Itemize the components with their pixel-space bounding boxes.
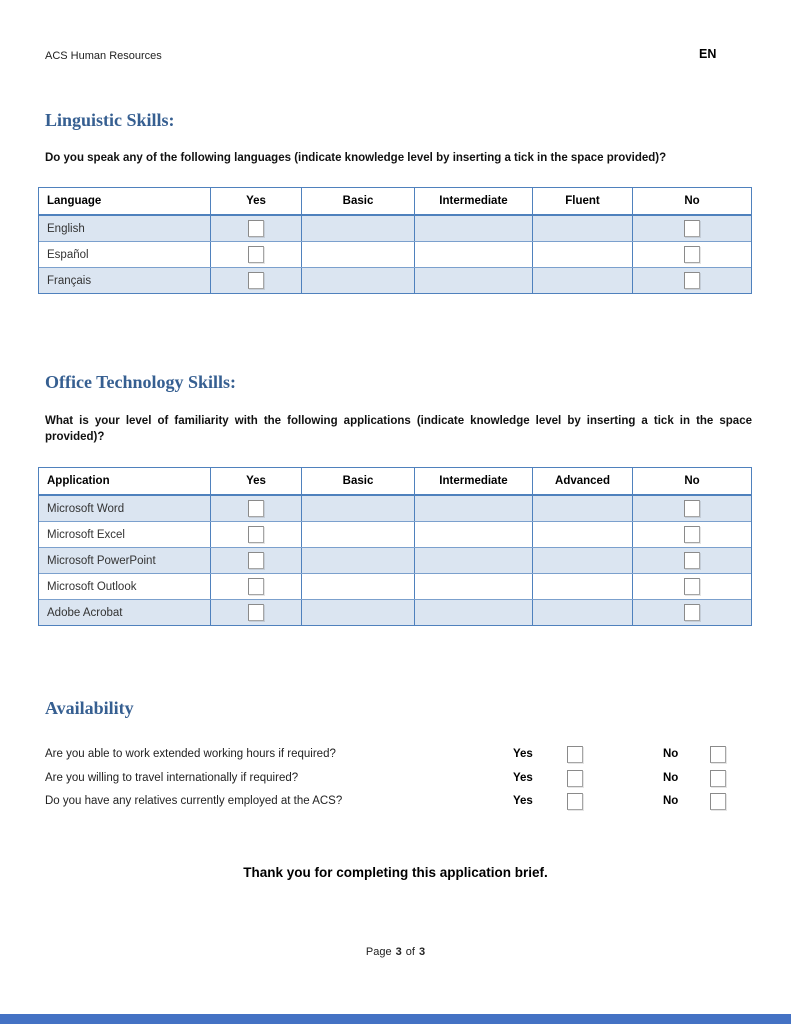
column-header-no: No [684, 475, 700, 487]
page-number-footer [0, 946, 791, 958]
cell-adobe-acrobat-intermediate [415, 600, 533, 625]
applications-table [38, 467, 752, 626]
availability-questions [45, 744, 752, 815]
cell-microsoft-excel-advanced [533, 522, 633, 547]
cell-fran-ais-no [633, 268, 751, 293]
checkbox-microsoft-excel-no[interactable] [684, 526, 700, 543]
availability-row-1 [45, 744, 752, 768]
cell-english-yes [211, 216, 302, 241]
table-row-english [39, 216, 751, 241]
doc-header-title: ACS Human Resources [45, 50, 162, 62]
checkbox-espa-ol-no[interactable] [684, 246, 700, 263]
page-number-current: 3 [395, 946, 402, 958]
checkbox-microsoft-word-no[interactable] [684, 500, 700, 517]
cell-english-basic [302, 216, 415, 241]
checkbox-english-no[interactable] [684, 220, 700, 237]
cell-microsoft-word-basic [302, 496, 415, 521]
cell-microsoft-powerpoint-intermediate [415, 548, 533, 573]
table-header-row [39, 468, 751, 496]
cell-espa-ol-no [633, 242, 751, 267]
availability-row-2 [45, 768, 752, 792]
page-number-prefix: Page [365, 946, 392, 958]
cell-fran-ais-fluent [533, 268, 633, 293]
cell-microsoft-word-yes [211, 496, 302, 521]
yes-label: Yes [513, 795, 533, 807]
table-row-adobe-acrobat [39, 599, 751, 625]
checkbox-microsoft-powerpoint-no[interactable] [684, 552, 700, 569]
cell-espa-ol-yes [211, 242, 302, 267]
row-label-microsoft-powerpoint: Microsoft PowerPoint [39, 548, 211, 573]
table-row-espa-ol [39, 241, 751, 267]
checkbox-availability-2-yes[interactable] [567, 770, 583, 787]
cell-adobe-acrobat-advanced [533, 600, 633, 625]
availability-row-3 [45, 791, 752, 815]
checkbox-microsoft-word-yes[interactable] [248, 500, 264, 517]
column-header-basic: Basic [302, 468, 415, 494]
column-header-no: No [684, 195, 700, 207]
yes-label: Yes [513, 748, 533, 760]
cell-microsoft-word-no [633, 496, 751, 521]
row-label-fran-ais: Français [39, 268, 211, 293]
cell-english-fluent [533, 216, 633, 241]
row-label-english: English [39, 216, 211, 241]
checkbox-availability-3-yes[interactable] [567, 793, 583, 810]
availability-question-3: Do you have any relatives currently employed at the ACS? [45, 795, 343, 807]
cell-microsoft-powerpoint-basic [302, 548, 415, 573]
row-label-espa-ol: Español [39, 242, 211, 267]
cell-english-no [633, 216, 751, 241]
footer-accent-bar [0, 1014, 791, 1024]
office-technology-skills-question: What is your level of familiarity with the following applications (indicate knowledge level by inserting a tick in the space provided)? [45, 415, 752, 443]
cell-microsoft-excel-intermediate [415, 522, 533, 547]
cell-microsoft-excel-no [633, 522, 751, 547]
linguistic-skills-question: Do you speak any of the following languages (indicate knowledge level by inserting a tick in the space provided)? [45, 152, 667, 164]
column-header-intermediate: Intermediate [415, 188, 533, 214]
checkbox-microsoft-outlook-yes[interactable] [248, 578, 264, 595]
row-label-adobe-acrobat: Adobe Acrobat [39, 600, 211, 625]
checkbox-fran-ais-no[interactable] [684, 272, 700, 289]
office-technology-skills-heading: Office Technology Skills: [45, 372, 237, 392]
cell-microsoft-word-intermediate [415, 496, 533, 521]
cell-microsoft-outlook-intermediate [415, 574, 533, 599]
column-header-yes: Yes [211, 188, 302, 214]
availability-question-1: Are you able to work extended working hours if required? [45, 748, 336, 760]
table-row-microsoft-word [39, 496, 751, 521]
checkbox-microsoft-powerpoint-yes[interactable] [248, 552, 264, 569]
language-indicator: EN [699, 47, 717, 61]
no-label: No [663, 771, 679, 784]
cell-microsoft-excel-basic [302, 522, 415, 547]
cell-fran-ais-yes [211, 268, 302, 293]
cell-microsoft-outlook-advanced [533, 574, 633, 599]
no-label: No [663, 748, 679, 760]
column-header-language: Language [39, 188, 211, 214]
table-row-microsoft-excel [39, 521, 751, 547]
checkbox-adobe-acrobat-no[interactable] [684, 604, 700, 621]
checkbox-microsoft-outlook-no[interactable] [684, 578, 700, 595]
checkbox-availability-3-no[interactable] [710, 793, 726, 810]
cell-fran-ais-intermediate [415, 268, 533, 293]
languages-table [38, 187, 752, 294]
column-header-advanced: Advanced [533, 468, 633, 494]
page-number-total: 3 [418, 946, 426, 958]
row-label-microsoft-outlook: Microsoft Outlook [39, 574, 211, 599]
checkbox-availability-1-yes[interactable] [567, 746, 583, 763]
cell-microsoft-excel-yes [211, 522, 302, 547]
cell-espa-ol-basic [302, 242, 415, 267]
checkbox-availability-1-no[interactable] [710, 746, 726, 763]
cell-adobe-acrobat-yes [211, 600, 302, 625]
cell-microsoft-word-advanced [533, 496, 633, 521]
cell-espa-ol-intermediate [415, 242, 533, 267]
page-number-of: of [405, 946, 415, 958]
checkbox-availability-2-no[interactable] [710, 770, 726, 787]
cell-adobe-acrobat-basic [302, 600, 415, 625]
no-label: No [663, 795, 679, 807]
cell-espa-ol-fluent [533, 242, 633, 267]
checkbox-fran-ais-yes[interactable] [248, 272, 264, 289]
column-header-basic: Basic [302, 188, 415, 214]
column-header-intermediate: Intermediate [415, 468, 533, 494]
table-header-row [39, 188, 751, 216]
cell-microsoft-outlook-yes [211, 574, 302, 599]
cell-microsoft-powerpoint-no [633, 548, 751, 573]
cell-microsoft-powerpoint-yes [211, 548, 302, 573]
row-label-microsoft-word: Microsoft Word [39, 496, 211, 521]
table-row-microsoft-powerpoint [39, 547, 751, 573]
closing-statement: Thank you for completing this application brief. [243, 865, 548, 880]
checkbox-microsoft-excel-yes[interactable] [248, 526, 264, 543]
checkbox-adobe-acrobat-yes[interactable] [248, 604, 264, 621]
cell-english-intermediate [415, 216, 533, 241]
cell-adobe-acrobat-no [633, 600, 751, 625]
cell-microsoft-outlook-no [633, 574, 751, 599]
availability-heading: Availability [45, 698, 134, 718]
cell-fran-ais-basic [302, 268, 415, 293]
availability-question-2: Are you willing to travel internationally if required? [45, 771, 299, 784]
column-header-fluent: Fluent [533, 188, 633, 214]
checkbox-espa-ol-yes[interactable] [248, 246, 264, 263]
linguistic-skills-heading: Linguistic Skills: [45, 110, 175, 130]
yes-label: Yes [513, 771, 533, 784]
table-row-fran-ais [39, 267, 751, 293]
table-row-microsoft-outlook [39, 573, 751, 599]
cell-microsoft-outlook-basic [302, 574, 415, 599]
column-header-yes: Yes [211, 468, 302, 494]
row-label-microsoft-excel: Microsoft Excel [39, 522, 211, 547]
column-header-application: Application [39, 468, 211, 494]
checkbox-english-yes[interactable] [248, 220, 264, 237]
cell-microsoft-powerpoint-advanced [533, 548, 633, 573]
